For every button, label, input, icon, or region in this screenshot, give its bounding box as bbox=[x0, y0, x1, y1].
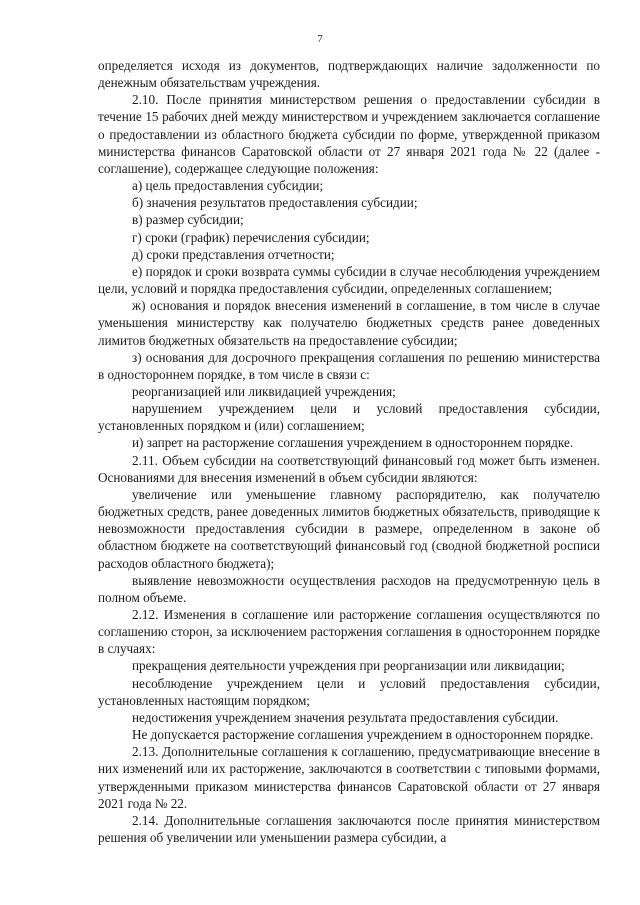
list-item-d: д) сроки представления отчетности; bbox=[132, 246, 335, 262]
paragraph-2-12: 2.12. Изменения в соглашение или расторжение соглашения осуществляются по соглашению сторон, за исключением расторжения соглашения в одностороннем порядке в случаях: bbox=[98, 607, 600, 657]
list-item-a: а) цель предоставления субсидии; bbox=[132, 178, 324, 194]
basis-increase-decrease: увеличение или уменьшение главному распорядителю, как получателю бюджетных средств, ранее доведенных лимитов бюджетных обязательств, приводящие к невозможности предоставления субсидии в размере, определенном в законе об областном бюджете на соответствующий финансовый год (сводной бюджетной росписи расходов областного бюджета); bbox=[98, 486, 600, 571]
list-item-zh: ж) основания и порядок внесения изменений в соглашение, в том числе в случае уменьшения министерству как получателю бюджетных средств ранее доведенных лимитов бюджетных обязательств на предоставление субсидии; bbox=[98, 298, 600, 348]
paragraph-2-14: 2.14. Дополнительные соглашения заключаются после принятия министерством решения об увеличении или уменьшении размера субсидии, а bbox=[98, 812, 600, 846]
basis-impossibility: выявление невозможности осуществления расходов на предусмотренную цель в полном объеме. bbox=[98, 572, 600, 605]
document-body bbox=[98, 57, 600, 846]
paragraph-no-unilateral: Не допускается расторжение соглашения учреждением в одностороннем порядке. bbox=[132, 727, 594, 743]
list-item-b: б) значения результатов предоставления субсидии; bbox=[132, 195, 418, 211]
paragraph-continuation: определяется исходя из документов, подтверждающих наличие задолженности по денежным обязательствам учреждения. bbox=[98, 58, 600, 91]
sub-item-violation: нарушением учреждением цели и условий предоставления субсидии, установленных порядком и (или) соглашением; bbox=[98, 401, 600, 434]
list-item-e: е) порядок и сроки возврата суммы субсидии в случае несоблюдения учреждением цели, условий и порядка предоставления субсидии, определенных соглашением; bbox=[98, 263, 600, 297]
case-not-achieved: недостижения учреждением значения результата предоставления субсидии. bbox=[132, 709, 559, 725]
list-item-z: з) основания для досрочного прекращения соглашения по решению министерства в одностороннем порядке, в том числе в связи с: bbox=[98, 349, 600, 382]
list-item-g: г) сроки (график) перечисления субсидии; bbox=[132, 229, 370, 245]
list-item-i: и) запрет на расторжение соглашения учреждением в одностороннем порядке. bbox=[132, 435, 574, 451]
case-noncompliance: несоблюдение учреждением цели и условий предоставления субсидии, установленных настоящим порядком; bbox=[98, 675, 600, 708]
paragraph-2-11: 2.11. Объем субсидии на соответствующий финансовый год может быть изменен. Основаниями для внесения изменений в объем субсидии являются: bbox=[98, 452, 600, 485]
case-termination: прекращения деятельности учреждения при реорганизации или ликвидации; bbox=[132, 658, 565, 674]
paragraph-2-10: 2.10. После принятия министерством решения о предоставлении субсидии в течение 15 рабочих дней между министерством и учреждением заключается соглашение о предоставлении из областного бюджета субсидии по форме, утвержденной приказом министерства финансов Саратовской области от 27 января 2021 года № 22 (далее - соглашение), содержащее следующие положения: bbox=[98, 92, 600, 176]
paragraph-2-13: 2.13. Дополнительные соглашения к соглашению, предусматривающие внесение в них изменений или их расторжение, заключаются в соответствии с типовыми формами, утвержденными приказом министерства финансов Саратовской области от 27 января 2021 года № 22. bbox=[98, 744, 600, 811]
sub-item-reorganization: реорганизацией или ликвидацией учреждения; bbox=[132, 383, 396, 399]
list-item-v: в) размер субсидии; bbox=[132, 212, 244, 228]
page-number: 7 bbox=[317, 33, 323, 45]
